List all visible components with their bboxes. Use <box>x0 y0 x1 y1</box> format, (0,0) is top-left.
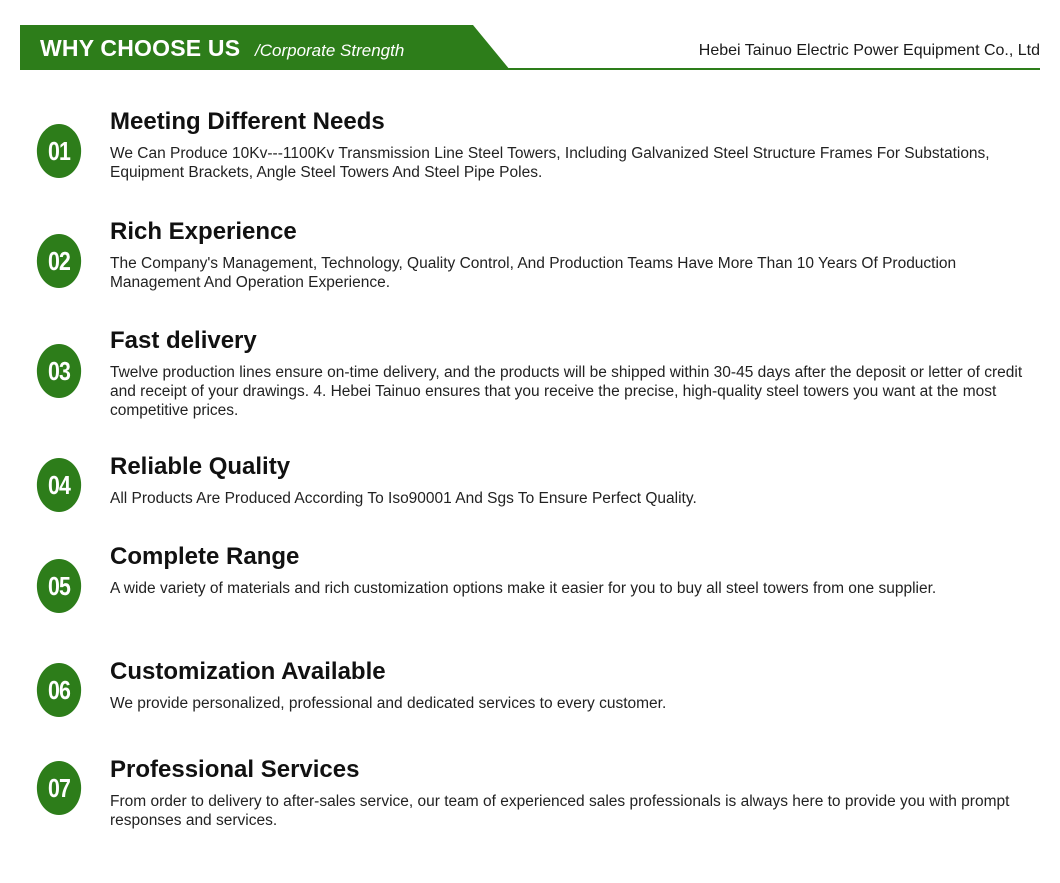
feature-description: We Can Produce 10Kv---1100Kv Transmission Line Steel Towers, Including Galvanized Steel Structure Frames For Substations, Equipment Brackets, Angle Steel Towers And Steel Pipe Poles. <box>110 145 990 181</box>
feature-description: A wide variety of materials and rich customization options make it easier for you to buy all steel towers from one supplier. <box>110 580 937 597</box>
feature-description: Twelve production lines ensure on-time delivery, and the products will be shipped within 30-45 days after the deposit or letter of credit and receipt of your drawings. 4. Hebei Tainuo ensures that you receive the precise, high-quality steel towers you want at the most competitive prices. <box>110 364 1023 419</box>
feature-description: The Company's Management, Technology, Quality Control, And Production Teams Have More Than 10 Years Of Production Management And Operation Experience. <box>110 255 957 291</box>
feature-title: Complete Range <box>110 543 300 570</box>
number-badge: 03 <box>37 344 81 398</box>
number-badge: 05 <box>37 559 81 613</box>
feature-title: Reliable Quality <box>110 453 291 480</box>
feature-title: Professional Services <box>110 756 360 783</box>
company-name: Hebei Tainuo Electric Power Equipment Co., Ltd <box>698 42 1040 59</box>
section-title: WHY CHOOSE US <box>40 35 241 61</box>
feature-title: Rich Experience <box>110 218 297 245</box>
feature-title: Meeting Different Needs <box>110 108 385 135</box>
feature-description: We provide personalized, professional and dedicated services to every customer. <box>110 695 667 712</box>
feature-title: Customization Available <box>110 658 386 685</box>
feature-description: From order to delivery to after-sales service, our team of experienced sales professionals is always here to provide you with prompt responses and services. <box>110 793 1010 829</box>
header-underline <box>20 68 1040 70</box>
feature-description: All Products Are Produced According To Iso90001 And Sgs To Ensure Perfect Quality. <box>110 490 697 507</box>
number-badge: 07 <box>37 761 81 815</box>
number-badge: 04 <box>37 458 81 512</box>
section-subtitle: /Corporate Strength <box>255 41 405 60</box>
number-badge: 06 <box>37 663 81 717</box>
number-badge: 02 <box>37 234 81 288</box>
number-badge: 01 <box>37 124 81 178</box>
section-header <box>20 25 1040 70</box>
feature-title: Fast delivery <box>110 327 257 354</box>
